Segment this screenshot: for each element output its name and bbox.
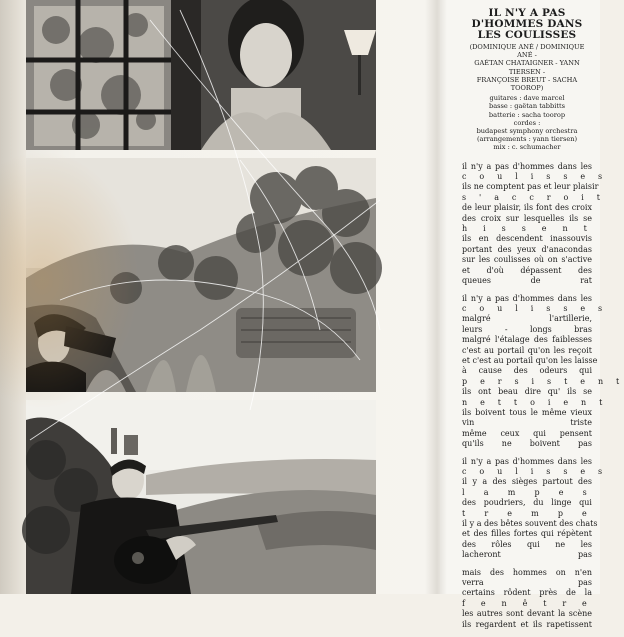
page-edge-strip xyxy=(0,0,26,594)
photo-man-hillside xyxy=(26,158,376,392)
page-gutter-shadow xyxy=(425,0,447,594)
lyric-line: à cause des odeurs qui xyxy=(462,366,592,376)
songwriter-credits xyxy=(462,43,592,92)
musician-credits xyxy=(462,94,592,151)
lyric-line: c o u l i s s e s xyxy=(462,172,608,182)
lyric-line: f e n ê t r e xyxy=(462,598,592,608)
credit-line: basse : gaëtan tabbitts xyxy=(488,102,566,111)
lyric-line: c o u l i s s e s xyxy=(462,303,608,313)
lyric-line: p e r s i s t e n t xyxy=(462,376,624,386)
credit-line: guitares : dave marcel xyxy=(489,94,565,103)
lyric-line: ils ont beau dire qu' ils se xyxy=(462,387,592,397)
lyric-line: vin triste xyxy=(462,418,592,428)
photo-guitarist-landscape xyxy=(26,400,376,594)
song-title xyxy=(462,8,592,41)
lyric-line: ils ne comptent pas et leur plaisir xyxy=(462,182,599,192)
lyric-line: et des filles fortes qui répètent xyxy=(462,529,592,539)
credit-line: mix : c. schumacher xyxy=(493,143,561,152)
lyric-line: il y a des sièges partout des xyxy=(462,477,592,487)
lyric-line: t r e m p e xyxy=(462,508,592,518)
lyric-line: ils en descendent inassouvis xyxy=(462,234,592,244)
lyric-line: il n'y a pas d'hommes dans les xyxy=(462,293,592,303)
lyrics xyxy=(462,161,624,630)
lyric-line: l a m p e s xyxy=(462,487,592,497)
song-title-line: LES COULISSES xyxy=(477,29,577,41)
lyric-line: et d'où dépassent des xyxy=(462,265,592,275)
lyric-line: leurs - longs bras xyxy=(462,324,592,334)
lyric-line: des rôles qui ne les xyxy=(462,539,592,549)
photo-woman-window xyxy=(26,0,376,150)
writers-line: (DOMINIQUE ANÉ / DOMINIQUE ANÉ - xyxy=(469,43,585,60)
lyric-line: ils regardent et ils rapetissent xyxy=(462,619,592,629)
song-title-line: IL N'Y A PAS xyxy=(488,7,566,19)
lyric-line: mais des hommes on n'en xyxy=(462,567,592,577)
song-title-line: D'HOMMES DANS xyxy=(471,18,583,30)
lyric-line: de leur plaisir, ils font des croix xyxy=(462,203,592,213)
lyric-line: il n'y a pas d'hommes dans les xyxy=(462,161,592,171)
lyric-line: queues de rat xyxy=(462,276,592,286)
lyric-line: sur les coulisses où on s'active xyxy=(462,255,592,265)
lyric-line: ils boivent tous le même vieux xyxy=(462,407,592,417)
lyric-line: et c'est au portail qu'on les laisse xyxy=(462,355,598,365)
lyric-line: lacheront pas xyxy=(462,550,592,560)
lyrics-stanza xyxy=(462,568,592,630)
writers-line: FRANÇOISE BREUT - SACHA TOOROP) xyxy=(476,75,578,93)
lyric-line: il n'y a pas d'hommes dans les xyxy=(462,456,592,466)
lyric-line: même ceux qui pensent xyxy=(462,428,592,438)
credit-line: (arrangements : yann tiersen) xyxy=(476,135,578,144)
lyrics-stanza xyxy=(462,456,608,561)
lyric-line: verra pas xyxy=(462,578,592,588)
lyric-line: certains rôdent près de la xyxy=(462,588,592,598)
lyric-line: des poudriers, du linge qui xyxy=(462,498,592,508)
lyric-line: portant des yeux d'anacondas xyxy=(462,244,592,254)
credit-line: cordes : xyxy=(513,118,541,127)
lyric-line: c'est au portail qu'on les reçoit xyxy=(462,345,592,355)
lyric-line: qu'ils ne boivent pas xyxy=(462,439,592,449)
lyrics-stanza xyxy=(462,161,608,287)
lyric-line: des croix sur lesquelles ils se xyxy=(462,213,592,223)
lyric-line: malgré l'artillerie, xyxy=(462,314,592,324)
credit-line: batterie : sacha toorop xyxy=(488,110,566,119)
lyric-line: il y a des bêtes souvent des chats xyxy=(462,519,598,529)
lyric-line: s ' a c c r o i t xyxy=(462,192,606,202)
lyrics-column xyxy=(462,7,624,637)
credit-line: budapest symphony orchestra xyxy=(476,127,578,136)
lyric-line: c o u l i s s e s xyxy=(462,467,608,477)
lyrics-stanza xyxy=(462,293,624,450)
lyric-line: les autres sont devant la scène xyxy=(462,609,592,619)
lyric-line: n e t t o i e n t xyxy=(462,397,608,407)
writers-line: GAÉTAN CHATAIGNER - YANN TIERSEN - xyxy=(474,59,580,76)
lyric-line: malgré l'étalage des faiblesses xyxy=(462,335,592,345)
lyric-line: h i s s e n t xyxy=(462,224,592,234)
